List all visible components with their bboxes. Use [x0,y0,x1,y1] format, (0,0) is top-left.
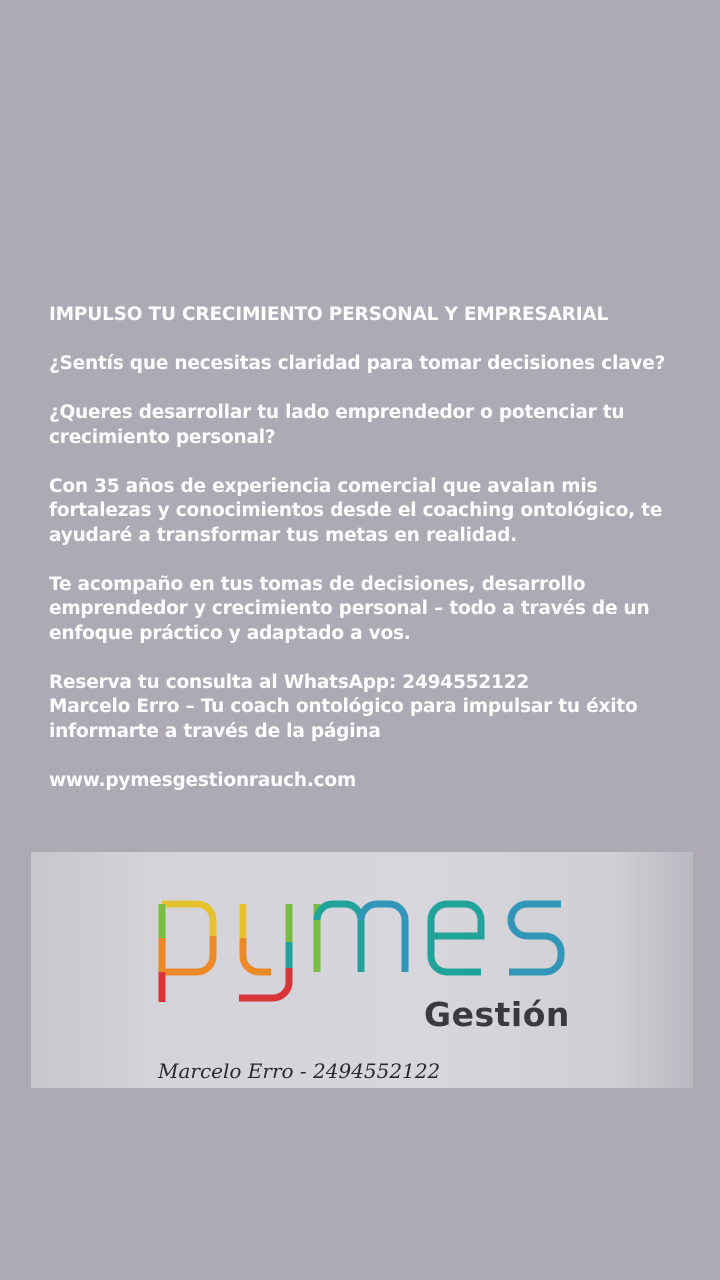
accompany-line: Te acompaño en tus tomas de decisiones, desarrollo [49,573,586,595]
question-entrepreneur-line: ¿Queres desarrollar tu lado emprendedor o potenciar tu [49,402,625,423]
accompany-line: enfoque práctico y adaptado a vos. [49,622,411,644]
accompany-paragraph [49,573,689,647]
experience-paragraph [49,475,689,549]
question-entrepreneur [49,401,689,450]
website-paragraph [49,769,689,794]
question-clarity-text: ¿Sentís que necesitas claridad para tomar decisiones clave? [49,353,666,374]
question-clarity [49,352,689,377]
headline-text: IMPULSO TU CRECIMIENTO PERSONAL Y EMPRESARIAL [49,304,609,325]
experience-line: Con 35 años de experiencia comercial que avalan mis [49,475,598,497]
letter-p [162,904,213,1002]
signature-contact: Marcelo Erro - 2494552122 [158,1059,441,1083]
info-line: informarte a través de la página [49,720,381,742]
website-link[interactable]: www.pymesgestionrauch.com [49,769,357,791]
letter-s [509,904,561,972]
contact-paragraph [49,671,689,745]
headline [49,303,689,328]
letter-m [317,904,405,972]
whatsapp-line: Reserva tu consulta al WhatsApp: 2494552122 [49,671,529,693]
letter-e [431,904,481,972]
story-text-overlay [49,303,689,793]
question-entrepreneur-line: crecimiento personal? [49,426,276,448]
pymes-logo-card [31,852,693,1088]
letter-y [239,904,289,998]
accompany-line: emprendedor y crecimiento personal – todo a través de un [49,598,650,619]
experience-line: fortalezas y conocimientos desde el coaching ontológico, te [49,500,663,521]
coach-line: Marcelo Erro – Tu coach ontológico para impulsar tu éxito [49,696,638,717]
pymes-wordmark-logo [31,852,693,1088]
experience-line: ayudaré a transformar tus metas en realidad. [49,524,518,546]
logo-subtitle: Gestión [424,995,570,1034]
